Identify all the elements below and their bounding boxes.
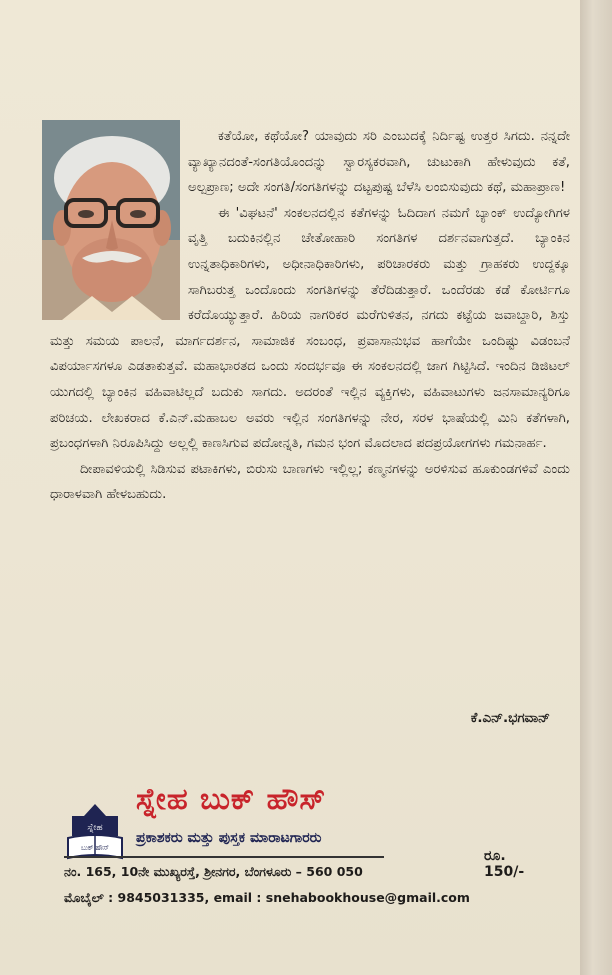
publisher-name: ಸ್ನೇಹ ಬುಕ್ ಹೌಸ್ — [136, 782, 327, 817]
publisher-tagline: ಪ್ರಕಾಶಕರು ಮತ್ತು ಪುಸ್ತಕ ಮಾರಾಟಗಾರರು — [136, 830, 322, 846]
blurb-signature: ಕೆ.ಎನ್.ಭಗವಾನ್ — [470, 710, 550, 726]
blurb-paragraph-3: ದೀಪಾವಳಿಯಲ್ಲಿ ಸಿಡಿಸುವ ಪಟಾಕಿಗಳು, ಬಿರುಸು ಬಾಣಗಳು ಇಲ್ಲಿಲ್ಲ; ಕಣ್ಮನಗಳನ್ನು ಅರಳಿಸುವ ಹೂಕುಂಡಗಳಿವೆ ಎಂದು ಧಾರಾಳವಾಗಿ ಹೇಳಬಹುದು. — [50, 461, 570, 503]
book-price: ರೂ. 150/- — [484, 848, 525, 880]
publisher-contact: ಮೊಬೈಲ್ : 9845031335, email : snehabookhouse@gmail.com — [64, 890, 470, 905]
photo-wrap-space — [40, 124, 188, 328]
author-blurb — [50, 124, 570, 508]
publisher-logo — [64, 802, 126, 862]
logo-text-bottom: ಬುಕ್ ಹೌಸ್ — [80, 844, 110, 852]
logo-text-top: ಸ್ನೇಹ — [87, 823, 103, 833]
blurb-paragraph-2: ಈ 'ವಿಘಟನೆ' ಸಂಕಲನದಲ್ಲಿನ ಕತೆಗಳನ್ನು ಓದಿದಾಗ ನಮಗೆ ಬ್ಯಾಂಕ್ ಉದ್ಯೋಗಿಗಳ ವೃತ್ತಿ ಬದುಕಿನಲ್ಲಿನ ಚೇತೋಹಾರಿ ಸಂಗತಿಗಳ ದರ್ಶನವಾಗುತ್ತದೆ. ಬ್ಯಾಂಕಿನ ಉನ್ನತಾಧಿಕಾರಿಗಳು, ಅಧೀನಾಧಿಕಾರಿಗಳು, ಪರಿಚಾರಕರು ಮತ್ತು ಗ್ರಾಹಕರು ಉದ್ದಕ್ಕೂ ಸಾಗಿಬರುತ್ತ ಒಂದೊಂದು ಸಂಗತಿಗಳನ್ನು ತೆರೆದಿಡುತ್ತಾರೆ. ಒಂದೆರಡು ಕಡೆ ಕೋರ್ಟಿಗೂ ಕರೆದೊಯ್ಯುತ್ತಾರೆ. ಹಿರಿಯ ನಾಗರಿಕರ ಮರೆಗುಳಿತನ, ನಗದು ಕಟ್ಟೆಯ ಜವಾಬ್ದಾರಿ, ಶಿಸ್ತು ಮತ್ತು ಸಮಯ ಪಾಲನೆ, ಮಾರ್ಗದರ್ಶನ, ಸಾಮಾಜಿಕ ಸಂಬಂಧ, ಪ್ರವಾಸಾನುಭವ ಹಾಗೆಯೇ ಒಂದಿಷ್ಟು ವಿಡಂಬನೆ ವಿಪರ್ಯಾಸಗಳೂ ಎಡತಾಕುತ್ತವೆ. ಮಹಾಭಾರತದ ಒಂದು ಸಂದರ್ಭವೂ ಈ ಸಂಕಲನದಲ್ಲಿ ಜಾಗ ಗಿಟ್ಟಿಸಿದೆ. ಇಂದಿನ ಡಿಜಿಟಲ್ ಯುಗದಲ್ಲಿ ಬ್ಯಾಂಕಿನ ವಹಿವಾಟಿಲ್ಲದೆ ಬದುಕು ಸಾಗದು. ಅದರಂತೆ ಇಲ್ಲಿನ ವ್ಯಕ್ತಿಗಳು, ವಹಿವಾಟುಗಳು ಜನಸಾಮಾನ್ಯರಿಗೂ ಪರಿಚಯ. ಲೇಖಕರಾದ ಕೆ.ಎನ್.ಮಹಾಬಲ ಅವರು ಇಲ್ಲಿನ ಸಂಗತಿಗಳನ್ನು ನೇರ, ಸರಳ ಭಾಷೆಯಲ್ಲಿ ಮಿನಿ ಕತೆಗಳಾಗಿ, ಪ್ರಬಂಧಗಳಾಗಿ ನಿರೂಪಿಸಿದ್ದು ಅಲ್ಲಲ್ಲಿ ಕಾಣಸಿಗುವ ಪದೋನ್ನತಿ, ಗಮನ ಭಂಗ ಮೊದಲಾದ ಪದಪ್ರಯೋಗಗಳು ಗಮನಾರ್ಹ. — [50, 205, 570, 452]
page-edge — [580, 0, 612, 975]
publisher-divider — [64, 856, 384, 858]
publisher-address: ನಂ. 165, 10ನೇ ಮುಖ್ಯರಸ್ತೆ, ಶ್ರೀನಗರ, ಬೆಂಗಳೂರು – 560 050 — [64, 864, 363, 879]
blurb-paragraph-1: ಕತೆಯೋ, ಕಥೆಯೋ? ಯಾವುದು ಸರಿ ಎಂಬುದಕ್ಕೆ ನಿರ್ದಿಷ್ಟ ಉತ್ತರ ಸಿಗದು. ನನ್ನದೇ ವ್ಯಾಖ್ಯಾನದಂತೆ-ಸಂಗತಿಯೊಂದನ್ನು ಸ್ವಾರಸ್ಯಕರವಾಗಿ, ಚುಟುಕಾಗಿ ಹೇಳುವುದು ಕತೆ, ಅಲ್ಪಪ್ರಾಣ; ಅದೇ ಸಂಗತಿ/ಸಂಗತಿಗಳನ್ನು ದಟ್ಟಪುಷ್ಟ ಬೆಳೆಸಿ ಲಂಬಿಸುವುದು ಕಥೆ, ಮಹಾಪ್ರಾಣ! — [188, 129, 570, 196]
publisher-block — [64, 782, 544, 922]
